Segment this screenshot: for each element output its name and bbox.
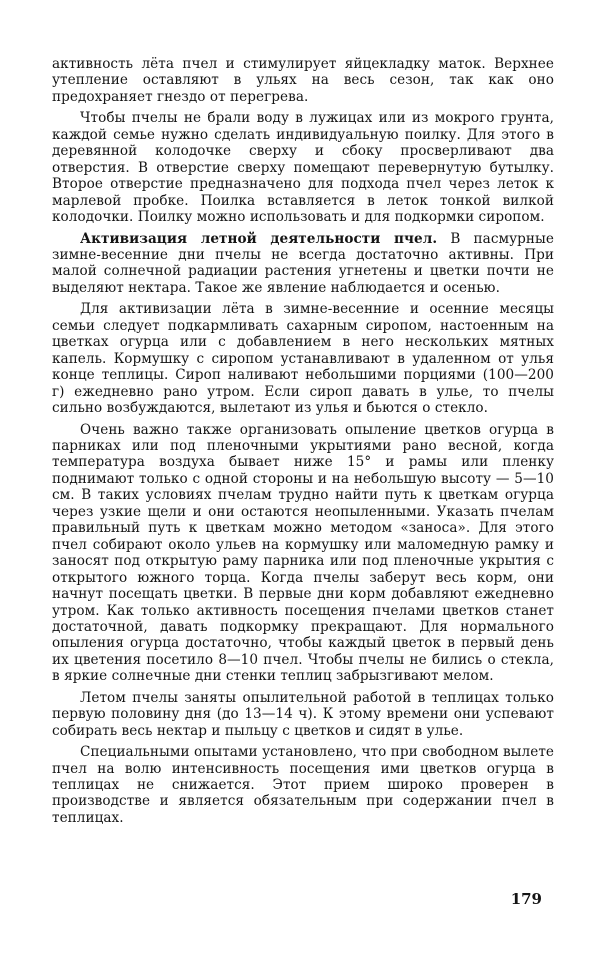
paragraph-continuation: активность лёта пчел и стимулирует яйцекладку маток. Верхнее утепление оставляют в ульях на весь сезон, так как оно предохраняет гнездо от перегрева. xyxy=(52,56,554,105)
page-number: 179 xyxy=(510,890,542,908)
paragraph-pollination: Очень важно также организовать опыление цветков огурца в парниках или под пленочными укрытиями рано весной, когда температура воздуха бывает ниже 15° и рамы или пленку поднимают только с одной стороны и на небольшую высоту — 5—10 см. В таких условиях пчелам трудно найти путь к цветкам огурца через узкие щели и они остаются неопыленными. Указать пчелам правильный путь к цветкам можно методом «заноса». Для этого пчел собирают около ульев на кормушку или маломедную рамку и заносят под открытую раму парника или под пленочные укрытия с открытого южного торца. Когда пчелы заберут весь корм, они начнут посещать цветки. В первые дни корм добавляют ежедневно утром. Как только активность посещения пчелами цветков станет достаточной, давать подкормку прекращают. Для нормального опыления огурца достаточно, чтобы каждый цветок в первый день их цветения посетило 8—10 пчел. Чтобы пчелы не бились о стекла, в яркие солнечные дни стенки теплиц забрызгивают мелом. xyxy=(52,421,554,685)
paragraph-water-feeder: Чтобы пчелы не брали воду в лужицах или из мокрого грунта, каждой семье нужно сделать индивидуальную поилку. Для этого в деревянной колодочке сверху и сбоку просверливают два отверстия. В отверстие сверху помещают перевернутую бутылку. Второе отверстие предназначено для подхода пчел через леток к марлевой пробке. Поилка вставляется в леток тонкой вилкой колодочки. Поилку можно использовать и для подкормки сиропом. xyxy=(52,110,554,226)
book-page-text xyxy=(52,56,554,936)
paragraph-activation xyxy=(52,231,554,297)
paragraph-experiments: Специальными опытами установлено, что при свободном вылете пчел на волю интенсивность посещения ими цветков огурца в теплицах не снижается. Этот прием широко проверен в производстве и является обязательным при содержании пчел в теплицах. xyxy=(52,744,554,826)
section-heading-activation: Активизация летной деятельности пчел. xyxy=(80,230,438,247)
paragraph-summer-work: Летом пчелы заняты опылительной работой в теплицах только первую половину дня (до 13—14 ч). К этому времени они успевают собирать весь нектар и пыльцу с цветков и сидят в улье. xyxy=(52,689,554,739)
paragraph-syrup-feeding: Для активизации лёта в зимне-весенние и осенние месяцы семьи следует подкармливать сахарным сиропом, настоенным на цветках огурца или с добавлением в него нескольких мятных капель. Кормушку с сиропом устанавливают в удаленном от улья конце теплицы. Сироп наливают небольшими порциями (100—200 г) ежедневно рано утром. Если сироп давать в улье, то пчелы сильно возбуждаются, вылетают из улья и бьются о стекло. xyxy=(52,301,554,417)
section-heading-text: В пасмурные зимне-весенние дни пчелы не всегда достаточно активны. При малой солнечной радиации растения угнетены и цветки почти не выделяют нектара. Такое же явление наблюдается и осенью. xyxy=(52,230,554,296)
